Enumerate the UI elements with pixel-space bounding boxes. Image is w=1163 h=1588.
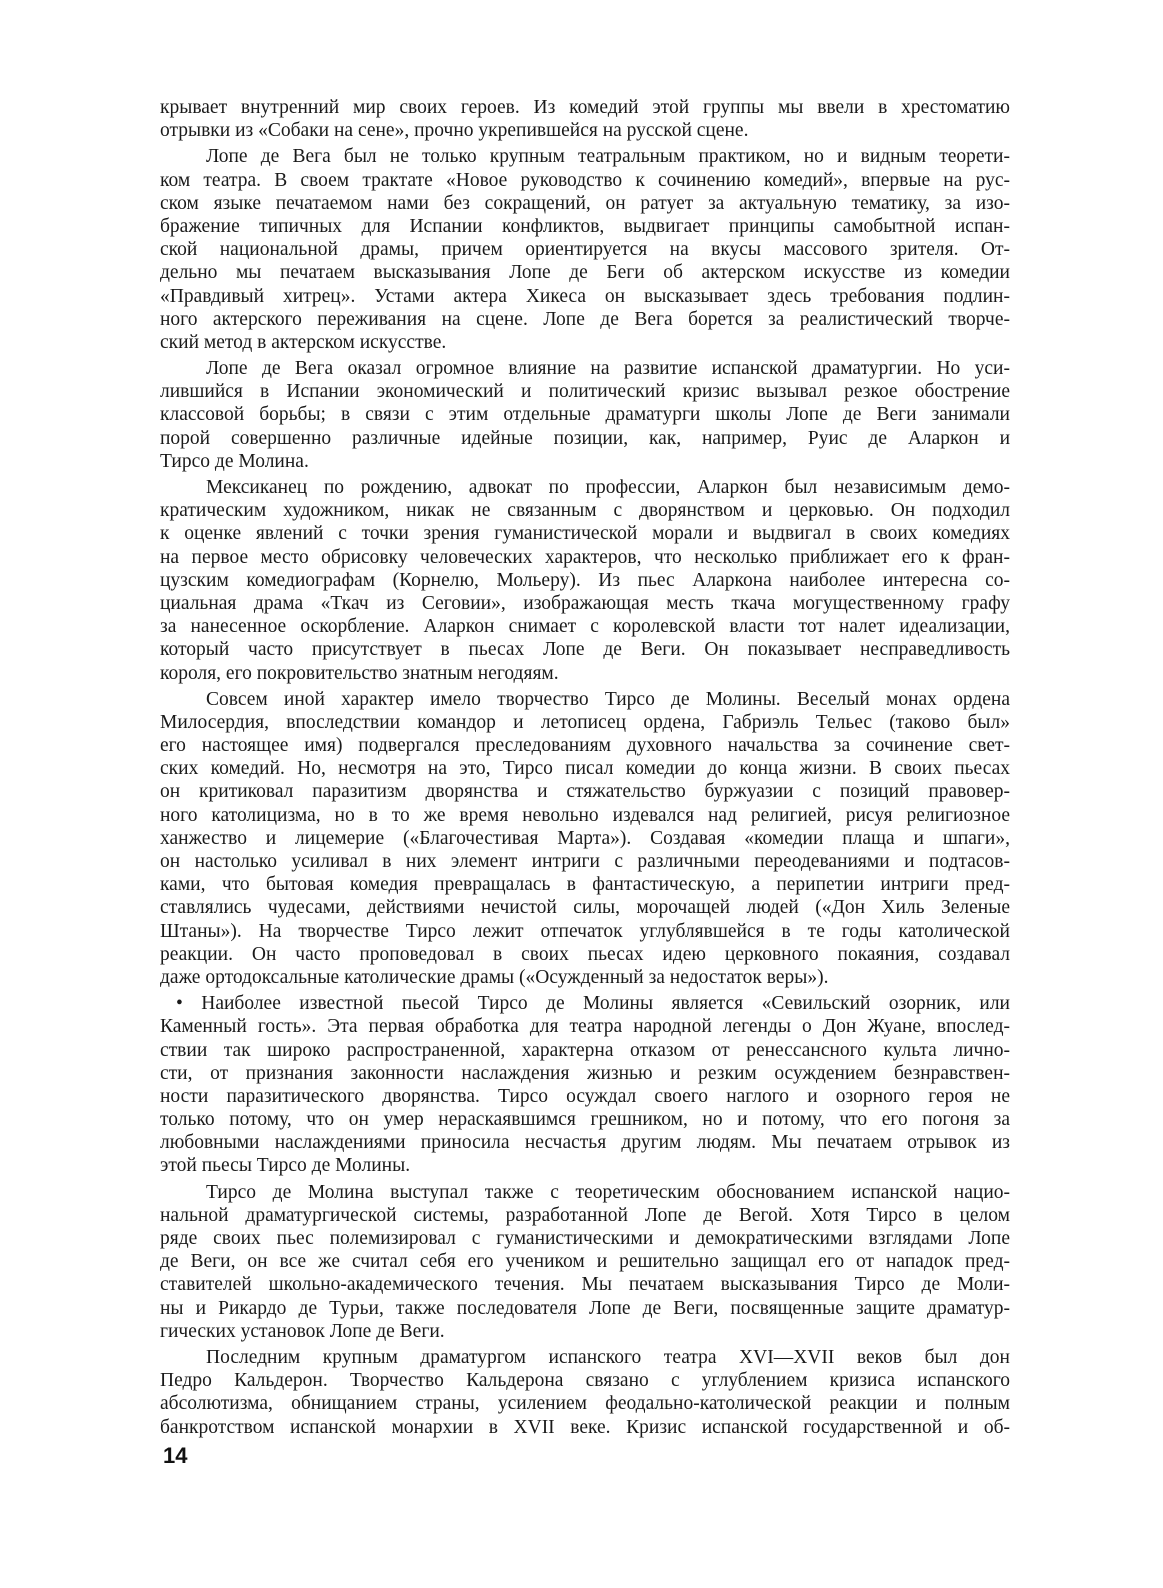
text-line: лившийся в Испании экономический и политический кризис вызывал резкое обострение (160, 381, 1010, 403)
text-line: ском языке печатаемом нами без сокращений, он ратует за актуальную тематику, за изо- (160, 192, 1010, 214)
page-number: 14 (163, 1443, 188, 1468)
paragraph (160, 96, 1010, 142)
text-line: за нанесенное оскорбление. Аларкон снимает с королевской власти тот налет идеализации, (160, 616, 1010, 638)
text-line: короля, его покровительство знатным негодяям. (160, 662, 559, 684)
text-line: на первое место обрисовку человеческих характеров, что несколько приближает его к фран- (160, 546, 1010, 568)
text-line: ности паразитического дворянства. Тирсо осуждал своего наглого и озорного героя не (160, 1085, 1010, 1107)
paragraph (160, 992, 1010, 1178)
text-line: только потому, что он умер нераскаявшимся грешником, но и потому, что его погоня за (160, 1109, 1010, 1131)
text-line: нальной драматургической системы, разработанной Лопе де Вегой. Хотя Тирсо в целом (160, 1204, 1010, 1226)
text-line: Последним крупным драматургом испанского театра XVI—XVII веков был дон (206, 1346, 1010, 1368)
text-line: ком театра. В своем трактате «Новое руководство к сочинению комедий», впервые на рус- (160, 169, 1010, 191)
text-line: он критиковал паразитизм дворянства и стяжательство буржуазии с позиций правовер- (160, 781, 1010, 803)
text-line: дельно мы печатаем высказывания Лопе де Беги об актерском искусстве из комедии (160, 262, 1010, 284)
text-line: любовными наслаждениями приносила несчастья другим людям. Мы печатаем отрывок из (160, 1132, 1010, 1154)
text-line: порой совершенно различные идейные позиции, как, например, Руис де Аларкон и (160, 427, 1010, 449)
text-line: абсолютизма, обнищанием страны, усилением феодально-католической реакции и полным (160, 1393, 1010, 1415)
text-line: ских комедий. Но, несмотря на это, Тирсо писал комедии до конца жизни. В своих пьесах (160, 758, 1010, 780)
text-line: Педро Кальдерон. Творчество Кальдерона связано с углублением кризиса испанского (160, 1370, 1010, 1392)
text-line: циальная драма «Ткач из Сеговии», изображающая месть ткача могущественному графу (160, 592, 1010, 614)
text-line: ного католицизма, но в то же время невольно издевался над религией, рисуя религиозное (160, 804, 1010, 826)
text-line: Каменный гость». Эта первая обработка для театра народной легенды о Дон Жуане, впослед- (160, 1016, 1010, 1038)
paragraph (160, 688, 1010, 989)
paragraph (160, 476, 1010, 685)
text-line: • Наиболее известной пьесой Тирсо де Молины является «Севильский озорник, или (176, 993, 1010, 1015)
text-line: Тирсо де Молина. (160, 450, 309, 472)
document-page (160, 96, 1010, 1442)
text-line: Милосердия, впоследствии командор и летописец ордена, Габриэль Тельес (таково был» (160, 711, 1010, 733)
text-line: ками, что бытовая комедия превращалась в фантастическую, а перипетии интриги пред- (160, 874, 1010, 896)
text-line: Совсем иной характер имело творчество Тирсо де Молины. Веселый монах ордена (206, 688, 1010, 710)
text-line: к оценке явлений с точки зрения гуманистической морали и выдвигал в своих комедиях (160, 523, 1010, 545)
text-line: де Веги, он все же считал себя его учеником и решительно защищал его от нападок пред- (160, 1251, 1010, 1273)
text-line: бражение типичных для Испании конфликтов, выдвигает принципы самобытной испан- (160, 215, 1010, 237)
text-line: Мексиканец по рождению, адвокат по профессии, Аларкон был независимым демо- (206, 477, 1010, 498)
text-line: ряде своих пьес полемизировал с гуманистическими и демократическими взглядами Лопе (160, 1228, 1010, 1249)
paragraph (160, 1346, 1010, 1439)
text-line: банкротством испанской монархии в XVII веке. Кризис испанской государственной и об- (160, 1416, 1010, 1438)
text-line: ский метод в актерском искусстве. (160, 331, 447, 353)
text-line: ставлялись чудесами, действиями нечистой силы, морочащей людей («Дон Хиль Зеленые (160, 897, 1010, 919)
text-line: сти, от признания законности наслаждения жизнью и резким осуждением безнравствен- (160, 1062, 1010, 1084)
text-line: который часто присутствует в пьесах Лопе де Веги. Он показывает несправедливость (160, 639, 1010, 661)
text-line: даже ортодоксальные католические драмы («Осужденный за недостаток веры»). (160, 966, 829, 988)
text-line: Штаны»). На творчестве Тирсо лежит отпечаток углублявшейся в те годы католической (160, 920, 1010, 942)
text-line: ской национальной драмы, причем ориентируется на вкусы массового зрителя. От- (160, 239, 1010, 261)
text-line: реакции. Он часто проповедовал в своих пьесах идею церковного покаяния, создавал (160, 943, 1010, 965)
paragraph (160, 1181, 1010, 1343)
text-line: цузским комедиографам (Корнелю, Мольеру). Из пьес Аларкона наиболее интересна со- (160, 569, 1010, 591)
paragraph (160, 357, 1010, 473)
text-line: классовой борьбы; в связи с этим отдельные драматурги школы Лопе де Веги занимали (160, 404, 1010, 426)
text-line: гических установок Лопе де Веги. (160, 1320, 445, 1342)
text-line: крывает внутренний мир своих героев. Из комедий этой группы мы ввели в хрестоматию (160, 97, 1010, 118)
text-line: ставителей школьно-академического течения. Мы печатаем высказывания Тирсо де Моли- (160, 1274, 1010, 1296)
text-line: кратическим художником, никак не связанным с дворянством и церковью. Он подходил (160, 500, 1010, 522)
text-line: ствии так широко распространенной, характерна отказом от ренессансного культа лично- (160, 1039, 1010, 1061)
text-line: «Правдивый хитрец». Устами актера Хикеса он высказывает здесь требования подлин- (160, 285, 1010, 307)
text-line: Лопе де Вега оказал огромное влияние на развитие испанской драматургии. Но уси- (206, 358, 1010, 380)
text-line: ного актерского переживания на сцене. Лопе де Вега борется за реалистический творче- (160, 308, 1010, 330)
text-line: этой пьесы Тирсо де Молины. (160, 1155, 411, 1177)
text-line: отрывки из «Собаки на сене», прочно укрепившейся на русской сцене. (160, 120, 749, 142)
text-line: Тирсо де Молина выступал также с теоретическим обоснованием испанской нацио- (206, 1181, 1010, 1203)
paragraph (160, 145, 1010, 354)
text-line: ханжество и лицемерие («Благочестивая Марта»). Создавая «комедии плаща и шпаги», (160, 827, 1010, 849)
text-line: Лопе де Вега был не только крупным театральным практиком, но и видным теорети- (206, 146, 1010, 168)
text-line: его настоящее имя) подвергался преследованиям духовного начальства за сочинение свет- (160, 735, 1010, 757)
text-line: ны и Рикардо де Турьи, также последователя Лопе де Веги, посвященные защите драматур- (160, 1297, 1010, 1319)
text-line: он настолько усиливал в них элемент интриги с различными переодеваниями и подтасов- (160, 851, 1010, 872)
